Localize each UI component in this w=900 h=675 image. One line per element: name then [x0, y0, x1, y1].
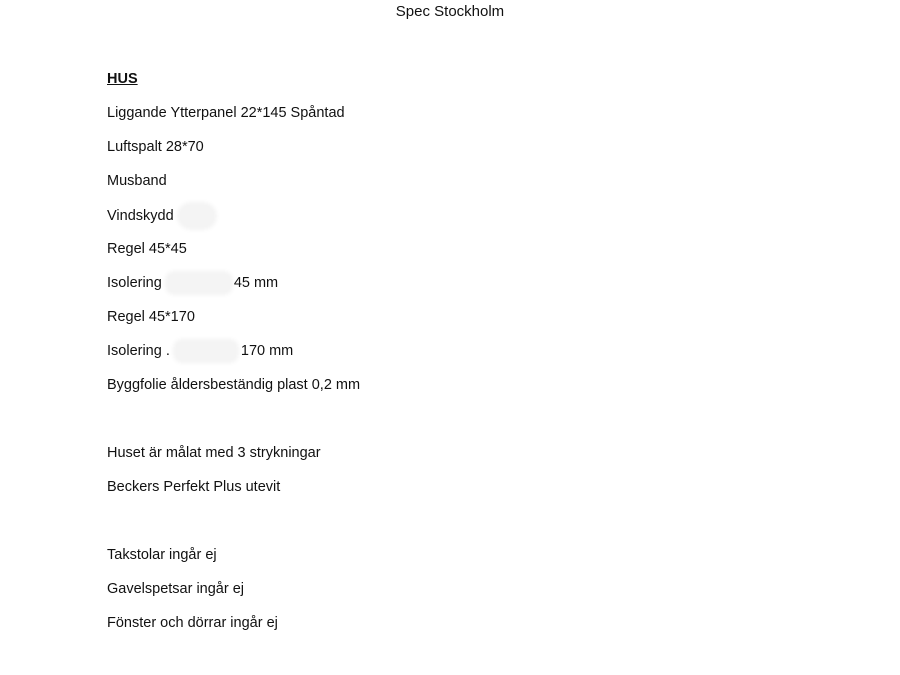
spec-line-isolering-170	[107, 341, 293, 361]
excluded-line-fonster: Fönster och dörrar ingår ej	[107, 615, 278, 631]
spec-line-isolering-45	[107, 273, 278, 293]
vindskydd-label: Vindskydd	[107, 207, 174, 224]
redacted-region	[168, 274, 230, 292]
isolering-label: Isolering	[107, 275, 162, 291]
excluded-line-gavelspetsar: Gavelspetsar ingår ej	[107, 581, 245, 597]
spec-line-vindskydd	[107, 205, 214, 227]
spec-line-regel-45: Regel 45*45	[107, 241, 187, 257]
spec-line-byggfolie: Byggfolie åldersbeständig plast 0,2 mm	[107, 377, 361, 393]
isolering-value: 170 mm	[240, 343, 294, 359]
excluded-line-takstolar: Takstolar ingår ej	[107, 547, 217, 563]
page-title: Spec Stockholm	[395, 3, 505, 20]
isolering-value: 45 mm	[233, 275, 279, 291]
paint-line-strykningar: Huset är målat med 3 strykningar	[107, 445, 321, 461]
redacted-region	[180, 205, 214, 227]
spec-line-regel-170: Regel 45*170	[107, 309, 195, 325]
spec-line-luftspalt: Luftspalt 28*70	[107, 139, 204, 155]
redacted-region	[176, 342, 236, 360]
spec-line-ytterpanel: Liggande Ytterpanel 22*145 Spåntad	[107, 105, 345, 121]
isolering-label: Isolering	[107, 343, 162, 359]
section-heading: HUS	[107, 71, 138, 87]
paint-line-beckers: Beckers Perfekt Plus utevit	[107, 479, 281, 495]
spec-line-musband: Musband	[107, 173, 167, 189]
isolering-dot: .	[165, 343, 170, 359]
